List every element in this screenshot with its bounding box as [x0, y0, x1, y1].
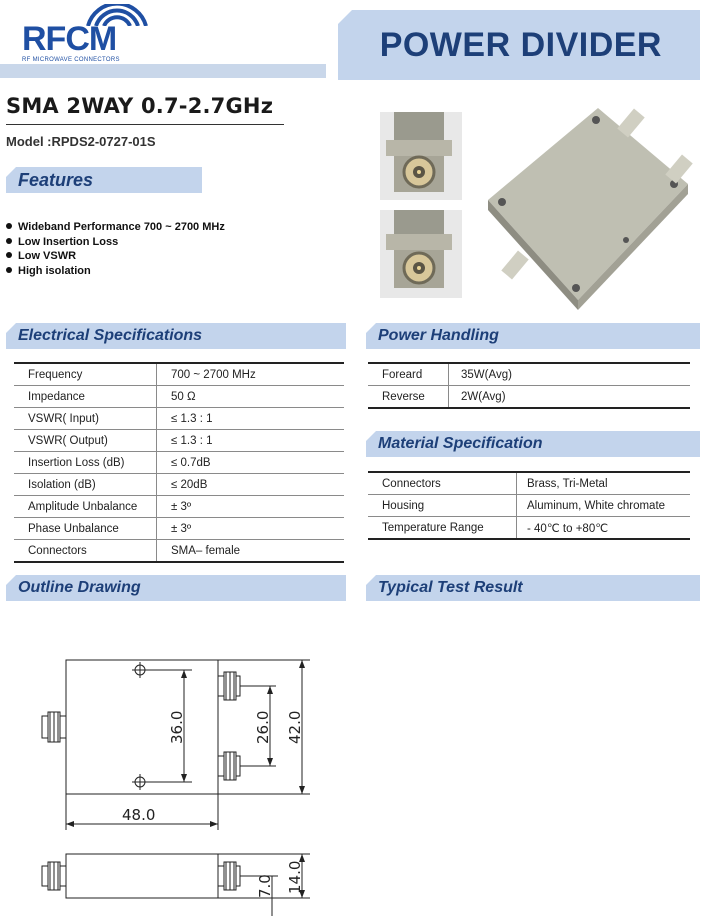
table-cell: ± 3º: [157, 518, 345, 540]
table-cell: Connectors: [368, 472, 517, 495]
logo-text: RFCM: [22, 20, 117, 58]
table-row: [14, 540, 344, 563]
table-row: [14, 518, 344, 540]
features-list: [6, 220, 225, 278]
power-banner: [366, 323, 700, 349]
product-title: SMA 2WAY 0.7-2.7GHz: [6, 94, 274, 118]
table-cell: Housing: [368, 495, 517, 517]
table-row: [368, 472, 690, 495]
outline-heading: Outline Drawing: [18, 579, 141, 596]
table-cell: ≤ 0.7dB: [157, 452, 345, 474]
table-cell: Aluminum, White chromate: [517, 495, 691, 517]
table-cell: 2W(Avg): [449, 386, 691, 409]
connector-photo-2: [380, 210, 462, 298]
table-row: [368, 517, 690, 540]
electrical-spec-table: [14, 362, 344, 563]
table-cell: VSWR( Output): [14, 430, 157, 452]
table-cell: VSWR( Input): [14, 408, 157, 430]
table-cell: Foreard: [368, 363, 449, 386]
electrical-heading: Electrical Specifications: [18, 327, 203, 344]
list-item: Low Insertion Loss: [6, 235, 225, 250]
material-banner: [366, 431, 700, 457]
power-handling-table: [368, 362, 690, 409]
connector-photo-1: [380, 112, 462, 200]
list-item: High isolation: [6, 264, 225, 279]
table-cell: 700 ~ 2700 MHz: [157, 363, 345, 386]
table-row: [14, 363, 344, 386]
power-heading: Power Handling: [378, 327, 499, 344]
table-cell: Impedance: [14, 386, 157, 408]
dim-7-label: 7.0: [256, 874, 274, 898]
table-cell: Reverse: [368, 386, 449, 409]
model-number: Model :RPDS2-0727-01S: [6, 134, 156, 149]
table-cell: Phase Unbalance: [14, 518, 157, 540]
power-divider-photo: [478, 100, 700, 312]
table-row: [368, 495, 690, 517]
dim-36-label: 36.0: [168, 710, 186, 744]
table-cell: ≤ 1.3 : 1: [157, 430, 345, 452]
dim-26-label: 26.0: [254, 710, 272, 744]
table-row: [368, 386, 690, 409]
table-cell: ≤ 20dB: [157, 474, 345, 496]
table-row: [14, 430, 344, 452]
table-cell: Amplitude Unbalance: [14, 496, 157, 518]
table-cell: SMA– female: [157, 540, 345, 563]
features-banner: [6, 167, 202, 193]
table-cell: Connectors: [14, 540, 157, 563]
dim-width-label: 48.0: [122, 806, 156, 824]
list-item: Low VSWR: [6, 249, 225, 264]
table-row: [14, 496, 344, 518]
header-strip: [0, 64, 326, 78]
test-banner: [366, 575, 700, 601]
material-spec-table: [368, 471, 690, 540]
title-underline: [6, 124, 284, 125]
table-row: [368, 363, 690, 386]
category-title: POWER DIVIDER: [379, 26, 662, 64]
table-cell: - 40℃ to +80℃: [517, 517, 691, 540]
table-cell: Isolation (dB): [14, 474, 157, 496]
table-cell: Insertion Loss (dB): [14, 452, 157, 474]
table-cell: 35W(Avg): [449, 363, 691, 386]
table-cell: Temperature Range: [368, 517, 517, 540]
electrical-banner: [6, 323, 346, 349]
material-heading: Material Specification: [378, 435, 543, 452]
table-cell: ± 3º: [157, 496, 345, 518]
table-cell: Frequency: [14, 363, 157, 386]
table-cell: 50 Ω: [157, 386, 345, 408]
dim-14-label: 14.0: [286, 860, 304, 894]
table-row: [14, 474, 344, 496]
dim-42-label: 42.0: [286, 710, 304, 744]
outline-banner: [6, 575, 346, 601]
list-item: Wideband Performance 700 ~ 2700 MHz: [6, 220, 225, 235]
test-heading: Typical Test Result: [378, 579, 523, 596]
logo-subtitle: RF MICROWAVE CONNECTORS: [22, 57, 120, 63]
table-row: [14, 408, 344, 430]
table-cell: ≤ 1.3 : 1: [157, 408, 345, 430]
table-cell: Brass, Tri-Metal: [517, 472, 691, 495]
table-row: [14, 386, 344, 408]
company-logo: [18, 4, 158, 66]
features-heading: Features: [18, 170, 94, 190]
outline-drawing: [20, 640, 330, 918]
category-title-box: [338, 10, 700, 80]
table-row: [14, 452, 344, 474]
